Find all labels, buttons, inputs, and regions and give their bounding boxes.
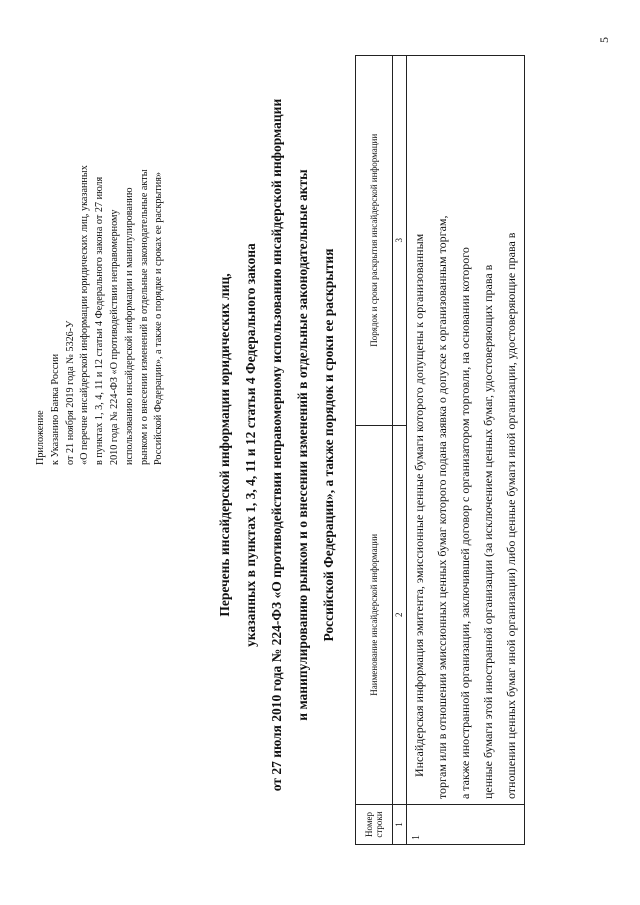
appendix-line: к Указанию Банка России xyxy=(49,353,61,465)
header-info-name: Наименование инсайдерской информации xyxy=(356,425,393,805)
document-title xyxy=(212,65,342,825)
row-text-line: торгам или в отношении эмиссионных ценных бумаг которого подана заявка о допуске к организованным торгам, xyxy=(435,215,449,800)
row-text-line: ценные бумаги этой иностранной организации (за исключением ценных бумаг, удостоверяющих права в xyxy=(481,264,495,800)
appendix-line: Российской Федерации», а также о порядке и сроках ее раскрытия» xyxy=(153,171,165,465)
row-text xyxy=(407,56,525,805)
insider-info-table xyxy=(355,55,525,845)
row-number: 1 xyxy=(407,805,525,845)
title-line: Российской Федерации», а также порядок и сроки ее раскрытия xyxy=(321,248,336,642)
appendix-line: Приложение xyxy=(35,410,46,465)
row-text-line: отношении ценных бумаг иной организации) либо ценные бумаги иной организации, удостоверяющие права в xyxy=(504,232,518,800)
appendix-line: рынком и о внесении изменений в отдельные законодательные акты xyxy=(138,169,150,465)
column-number: 1 xyxy=(393,805,407,845)
title-line: указанных в пунктах 1, 3, 4, 11 и 12 статьи 4 Федерального закона xyxy=(243,243,258,647)
column-number-row xyxy=(393,56,407,845)
appendix-line: «О перечне инсайдерской информации юридических лиц, указанных xyxy=(79,165,91,465)
title-line: и манипулированию рынком и о внесении изменений в отдельные законодательные акты xyxy=(295,169,310,721)
row-text-line: Инсайдерская информация эмитента, эмиссионные ценные бумаги которого допущены к организованным xyxy=(412,233,426,778)
title-line: от 27 июля 2010 года № 224-ФЗ «О противодействии неправомерному использованию инсайдерской информации xyxy=(269,98,284,792)
appendix-header xyxy=(34,65,167,465)
appendix-line: в пунктах 1, 3, 4, 11 и 12 статьи 4 Федерального закона от 27 июля xyxy=(94,176,106,465)
row-text-line: а также иностранной организации, заключившей договор с организатором торговли, на основании которого xyxy=(458,247,472,800)
appendix-line: использованию инсайдерской информации и манипулированию xyxy=(123,187,135,465)
table-header-row xyxy=(356,56,393,845)
table-row xyxy=(407,56,525,845)
header-disclosure-procedure: Порядок и сроки раскрытия инсайдерской информации xyxy=(356,56,393,426)
column-number: 3 xyxy=(393,56,407,426)
appendix-line: 2010 года № 224-ФЗ «О противодействии неправомерному xyxy=(108,209,120,465)
page-number: 5 xyxy=(597,37,611,43)
header-row-number: Номер строки xyxy=(356,805,393,845)
column-number: 2 xyxy=(393,425,407,805)
appendix-line: от 21 ноября 2019 года № 5326-У xyxy=(64,320,76,465)
title-line: Перечень инсайдерской информации юридических лиц, xyxy=(217,273,232,617)
